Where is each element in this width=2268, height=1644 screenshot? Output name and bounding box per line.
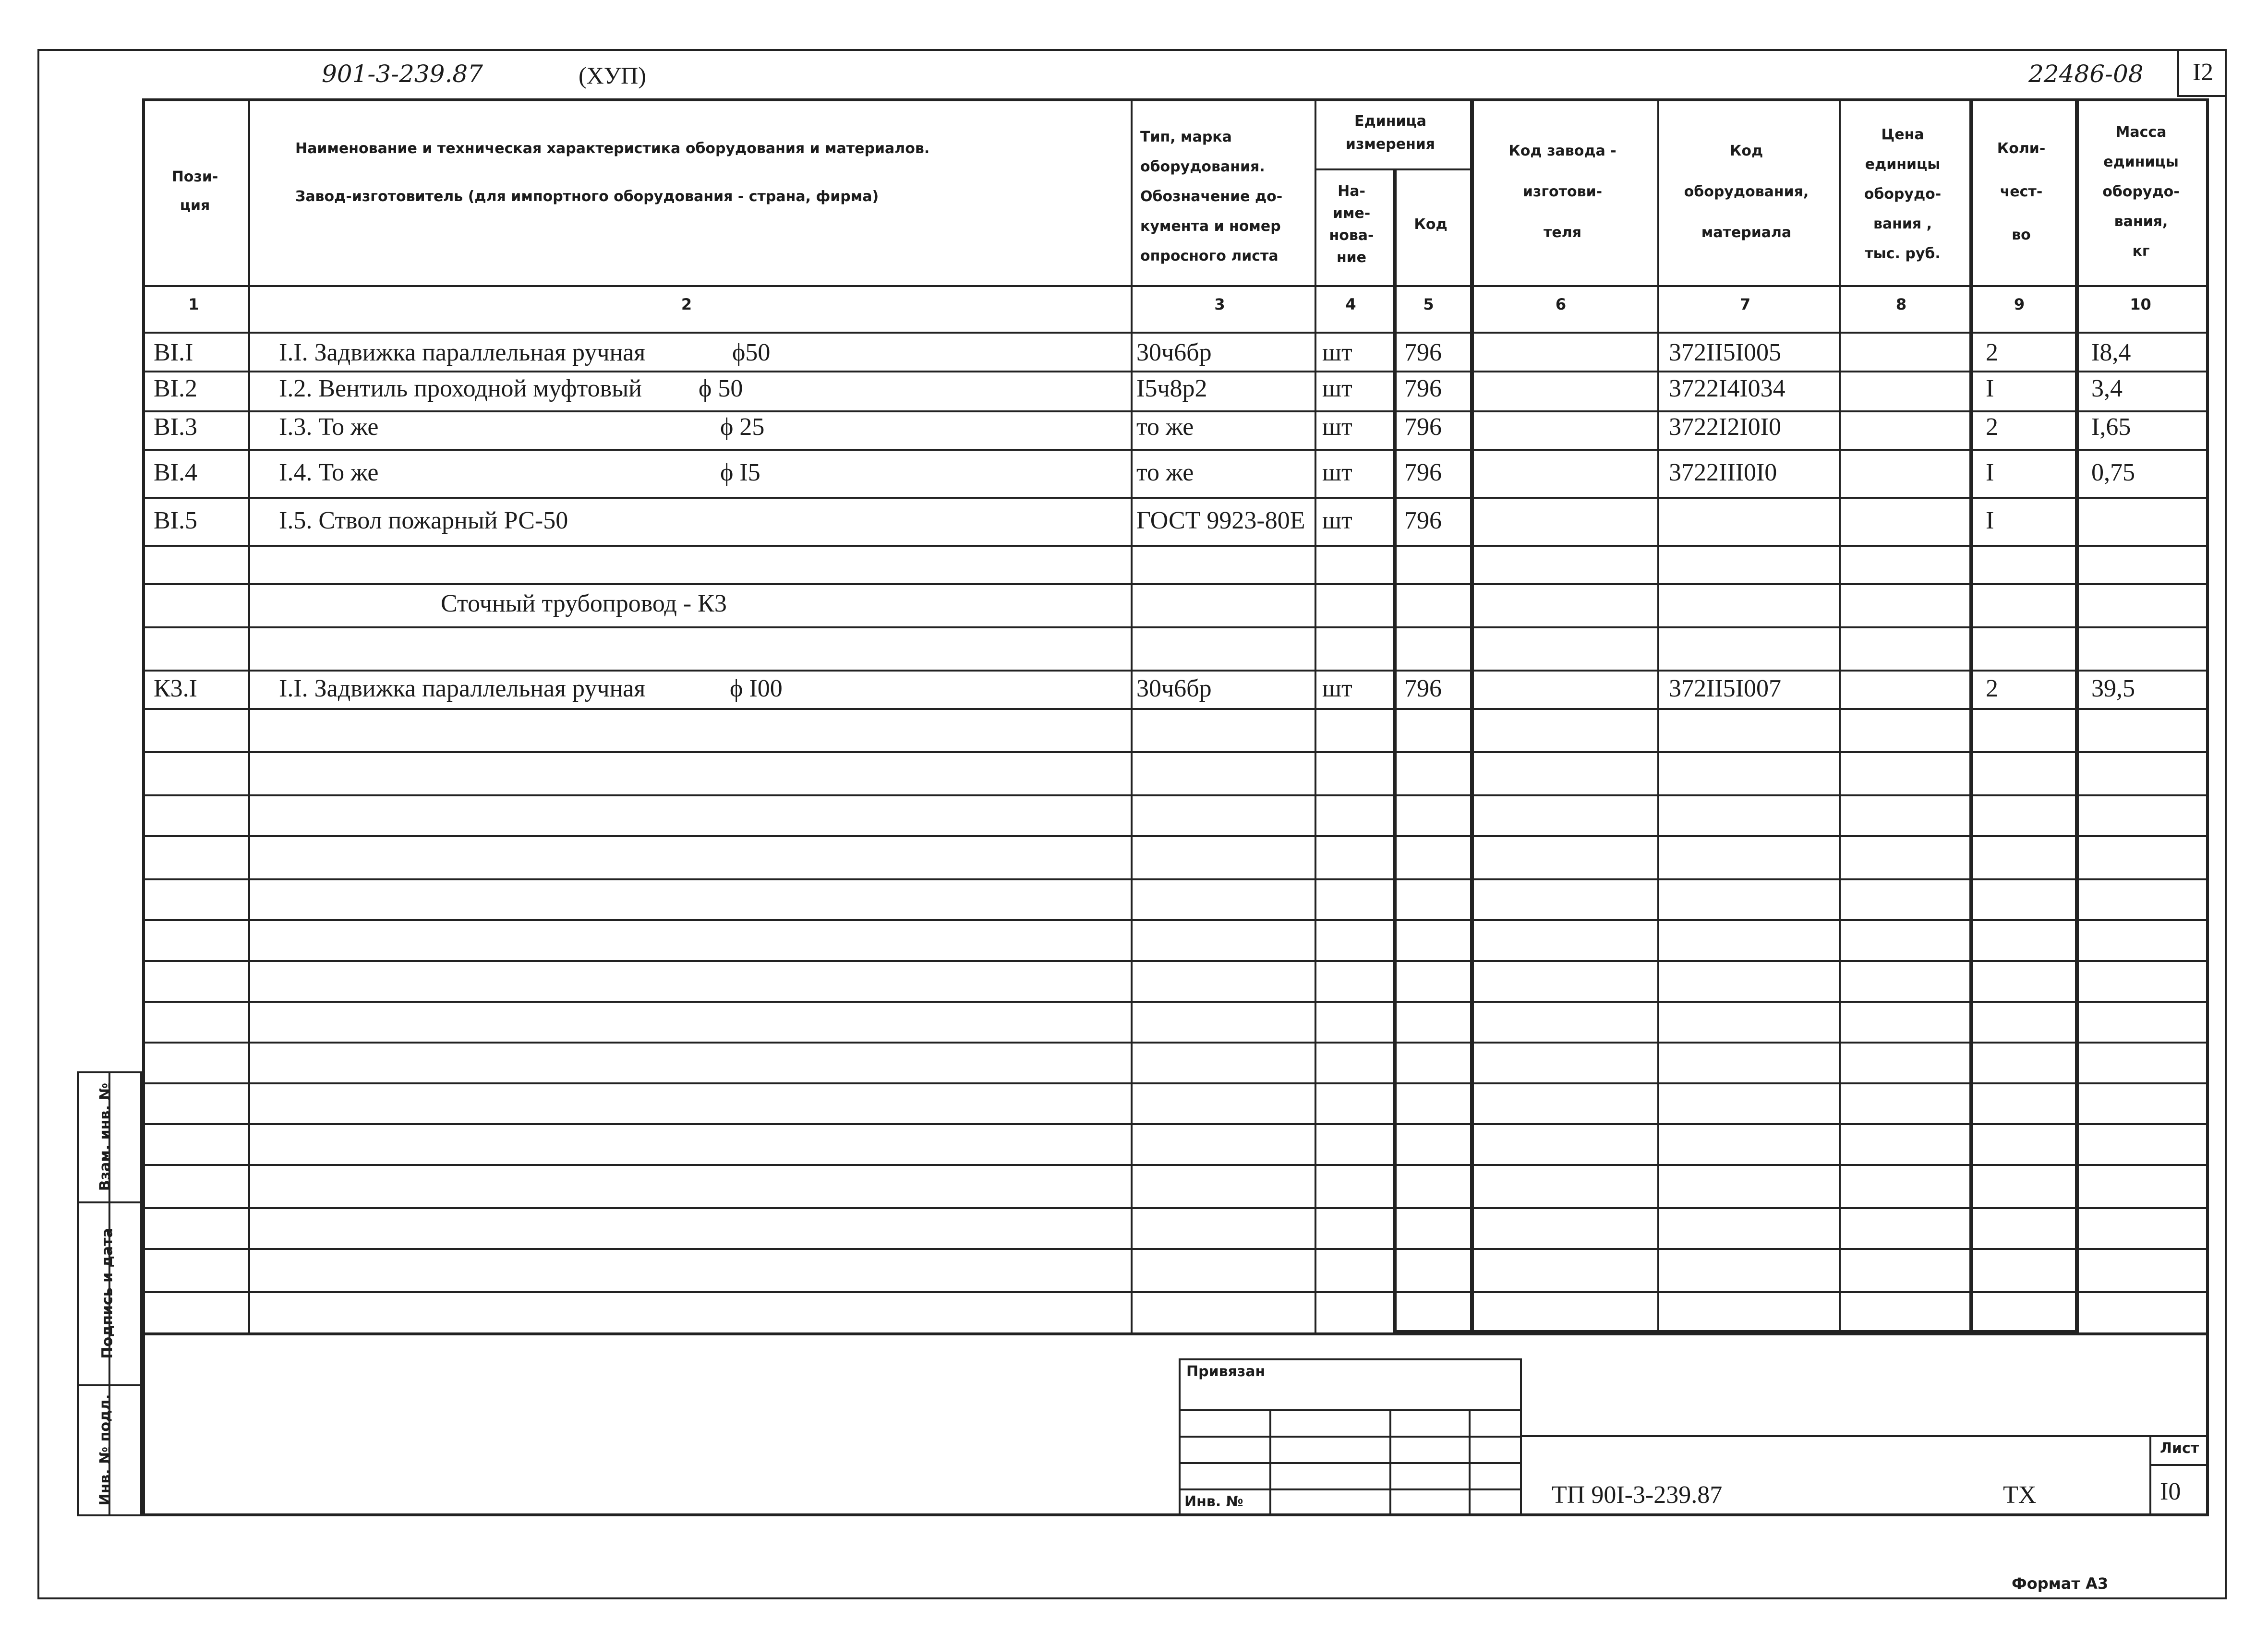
cell-pos: BI.3: [154, 413, 197, 441]
row-line: [142, 751, 2209, 753]
header-unit-name: На- име- нова- ние: [1329, 182, 1374, 266]
column-number: 4: [1345, 295, 1356, 313]
cell-dia: ϕ I00: [730, 675, 783, 702]
cell-code: 796: [1404, 459, 1442, 486]
row-line: [142, 497, 2209, 499]
row-line: [142, 583, 2209, 585]
header-mass: Масса единицы оборудо- вания, кг: [2102, 124, 2180, 260]
row-line: [142, 1123, 2209, 1125]
column-number: 7: [1739, 295, 1751, 313]
cell-equip: 3722I4I034: [1669, 375, 1785, 402]
cell-code: 796: [1404, 339, 1442, 366]
row-line: [142, 545, 2209, 547]
row-line: [142, 371, 2209, 372]
row-line: [142, 1001, 2209, 1003]
row-line: [142, 626, 2209, 628]
cell-mass: 39,5: [2091, 675, 2135, 702]
cell-unit: шт: [1322, 413, 1352, 441]
cell-mass: I,65: [2091, 413, 2131, 441]
column-number: 8: [1895, 295, 1907, 313]
side-box-inventory: Инв. № подл.: [77, 1384, 142, 1516]
column-number: 5: [1423, 295, 1434, 313]
column-number: 3: [1214, 295, 1225, 313]
cell-equip: 3722I2I0I0: [1669, 413, 1781, 441]
cell-unit: шт: [1322, 459, 1352, 486]
cell-pos: BI.2: [154, 375, 197, 402]
cell-code: 796: [1404, 413, 1442, 441]
stamp-tx: ТХ: [2003, 1481, 2037, 1509]
row-line: [142, 1291, 2209, 1293]
cell-unit: шт: [1322, 507, 1352, 534]
cell-mass: I8,4: [2091, 339, 2131, 366]
cell-qty: I: [1986, 507, 1994, 534]
header-equipment-code: Код оборудования, материала: [1684, 143, 1809, 241]
row-line: [142, 1248, 2209, 1250]
row-line: [142, 670, 2209, 672]
cell-dia: ϕ 25: [720, 413, 765, 441]
row-line: [142, 1207, 2209, 1209]
cell-type: то же: [1136, 413, 1194, 441]
row-line: [142, 878, 2209, 880]
cell-unit: шт: [1322, 675, 1352, 702]
cell-code: 796: [1404, 375, 1442, 402]
row-line: [142, 449, 2209, 451]
cell-name: I.3. То же: [279, 413, 379, 441]
cell-name: I.I. Задвижка параллельная ручная: [279, 675, 646, 702]
cell-equip: 372II5I005: [1669, 339, 1781, 366]
cell-dia: ϕ I5: [720, 459, 760, 486]
cell-code: 796: [1404, 675, 1442, 702]
cell-qty: 2: [1986, 413, 1998, 441]
side-box-signature: Подпись и дата: [77, 1201, 142, 1386]
cell-unit: шт: [1322, 339, 1352, 366]
row-line: [142, 919, 2209, 921]
cell-name: I.4. То же: [279, 459, 379, 486]
cell-pos: К3.I: [154, 675, 197, 702]
cell-pos: BI.4: [154, 459, 197, 486]
row-line: [142, 1042, 2209, 1044]
cell-code: 796: [1404, 507, 1442, 534]
cell-type: 30ч6бр: [1136, 339, 1212, 366]
cell-dia: ϕ 50: [699, 375, 743, 402]
side-box-replacement: Взам. инв. №: [77, 1071, 142, 1203]
row-line: [142, 1082, 2209, 1084]
header-position: Пози- ция: [171, 168, 218, 214]
stamp-privyazan: Привязан: [1179, 1358, 1522, 1411]
header-type: Тип, марка оборудования. Обозначение до- кумента и номер опросного листа: [1140, 129, 1283, 264]
header-unit: Единица измерения: [1345, 113, 1436, 153]
doc-code: 901-3-239.87: [322, 60, 483, 88]
column-number: 10: [2130, 295, 2151, 313]
spec-table: [142, 98, 2209, 1335]
cell-equip: 372II5I007: [1669, 675, 1781, 702]
row-line: [142, 708, 2209, 710]
cell-type: то же: [1136, 459, 1194, 486]
header-unit-code: Код: [1414, 216, 1448, 233]
row-line: [142, 410, 2209, 412]
cell-type: ГОСТ 9923-80Е: [1136, 507, 1305, 534]
cell-type: 30ч6бр: [1136, 675, 1212, 702]
cell-name: I.I. Задвижка параллельная ручная: [279, 339, 646, 366]
cell-dia: ϕ50: [732, 339, 771, 366]
cell-qty: 2: [1986, 339, 1998, 366]
header-price: Цена единицы оборудо- вания , тыс. руб.: [1864, 126, 1942, 262]
cell-mass: 0,75: [2091, 459, 2135, 486]
header-quantity: Коли- чест- во: [1997, 140, 2046, 243]
cell-pos: BI.I: [154, 339, 193, 366]
format-label: Формат А3: [2012, 1574, 2109, 1593]
header-name: Наименование и техническая характеристика оборудования и материалов. Завод-изготовитель (для импортного оборудования - страна, фирма): [295, 140, 930, 205]
stamp-sheet-box: Лист I0: [2149, 1435, 2209, 1516]
cell-mass: 3,4: [2091, 375, 2123, 402]
cell-unit: шт: [1322, 375, 1352, 402]
doc-suffix: (ХУП): [579, 62, 646, 89]
cell-equip: 3722III0I0: [1669, 459, 1777, 486]
column-number: 1: [188, 295, 199, 313]
row-line: [142, 835, 2209, 837]
cell-qty: I: [1986, 375, 1994, 402]
cell-pos: BI.5: [154, 507, 197, 534]
cell-type: I5ч8р2: [1136, 375, 1207, 402]
stamp-tp: ТП 90I-3-239.87: [1552, 1481, 1723, 1509]
sheet-number-top: I2: [2177, 49, 2227, 97]
cell-name: I.2. Вентиль проходной муфтовый: [279, 375, 642, 402]
title-block: [142, 1335, 2209, 1516]
section-title: Сточный трубопровод - К3: [441, 590, 727, 617]
row-line: [142, 1164, 2209, 1166]
inventory-code: 22486-08: [2028, 60, 2144, 88]
cell-qty: 2: [1986, 675, 1998, 702]
stamp-sheet-number: I0: [2160, 1478, 2181, 1505]
column-number: 9: [2014, 295, 2025, 313]
cell-qty: I: [1986, 459, 1994, 486]
row-line: [142, 794, 2209, 796]
column-number: 2: [681, 295, 692, 313]
header-factory-code: Код завода - изготови- теля: [1508, 143, 1617, 241]
cell-name: I.5. Ствол пожарный РС-50: [279, 507, 568, 534]
row-line: [142, 960, 2209, 962]
column-number: 6: [1555, 295, 1567, 313]
stamp-grid: Инв. №: [1179, 1409, 1522, 1516]
